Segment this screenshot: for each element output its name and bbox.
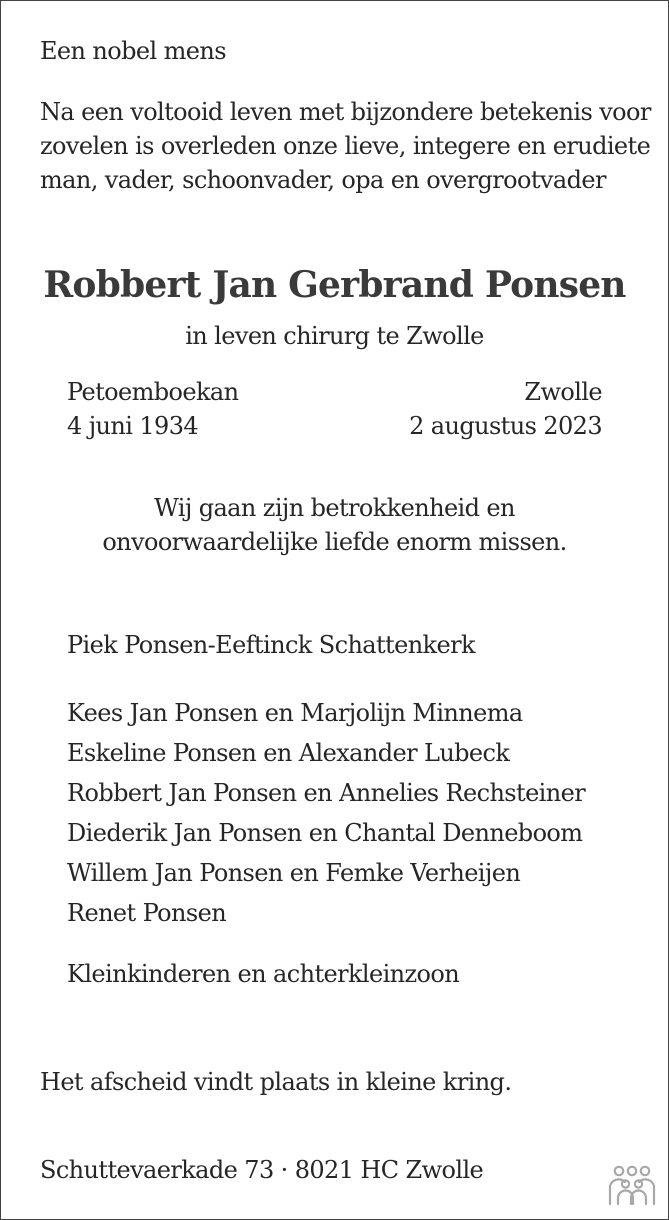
- people-group-icon: [606, 1164, 658, 1206]
- list-item: Renet Ponsen: [67, 899, 227, 927]
- quote: [0, 491, 669, 559]
- spouse-name: Piek Ponsen-Eeftinck Schattenkerk: [67, 631, 475, 659]
- death-info: [409, 375, 602, 443]
- children-list: [67, 693, 585, 933]
- list-item: Eskeline Ponsen en Alexander Lubeck: [67, 739, 510, 767]
- list-item: Robbert Jan Ponsen en Annelies Rechsteiner: [67, 779, 586, 807]
- intro-line: zovelen is overleden onze lieve, integere en erudiete: [40, 132, 651, 160]
- deceased-name: Robbert Jan Gerbrand Ponsen: [43, 264, 626, 306]
- birth-date: 4 juni 1934: [67, 412, 199, 440]
- intro-paragraph: [40, 95, 651, 197]
- opening-line: Een nobel mens: [40, 37, 226, 65]
- death-date: 2 augustus 2023: [409, 412, 602, 440]
- death-place: Zwolle: [524, 378, 602, 406]
- deceased-occupation: in leven chirurg te Zwolle: [185, 322, 484, 350]
- grandchildren-line: Kleinkinderen en achterkleinzoon: [67, 960, 460, 988]
- birth-info: [67, 375, 238, 443]
- birth-place: Petoemboekan: [67, 378, 239, 406]
- list-item: Diederik Jan Ponsen en Chantal Denneboom: [67, 819, 583, 847]
- quote-line: onvoorwaardelijke liefde enorm missen.: [102, 528, 567, 556]
- intro-line: man, vader, schoonvader, opa en overgrootvader: [40, 166, 606, 194]
- list-item: Willem Jan Ponsen en Femke Verheijen: [67, 859, 521, 887]
- intro-line: Na een voltooid leven met bijzondere betekenis voor: [40, 98, 651, 126]
- list-item: Kees Jan Ponsen en Marjolijn Minnema: [67, 699, 523, 727]
- address-line: Schuttevaerkade 73 · 8021 HC Zwolle: [40, 1156, 484, 1184]
- quote-line: Wij gaan zijn betrokkenheid en: [154, 494, 515, 522]
- farewell-notice: Het afscheid vindt plaats in kleine kring.: [40, 1068, 512, 1096]
